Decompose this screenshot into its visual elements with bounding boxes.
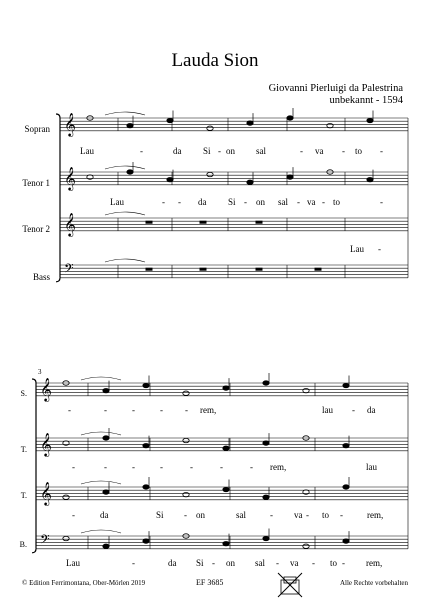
note: [63, 495, 69, 499]
lyric: Lau: [80, 146, 94, 156]
note: [143, 443, 149, 447]
lyric: -: [220, 462, 223, 472]
lyric: -: [342, 558, 345, 568]
score-title: Lauda Sion: [171, 50, 259, 71]
lyric: Si: [203, 146, 211, 156]
lyric: sal: [278, 197, 288, 207]
note: [223, 487, 229, 491]
lyric: Lau: [66, 558, 80, 568]
lyric: to: [330, 558, 338, 568]
note: [343, 539, 349, 543]
slur: [105, 166, 145, 169]
lyric: -: [250, 462, 253, 472]
note: [143, 539, 149, 543]
voice-label-tenor1: Tenor 1: [22, 178, 50, 188]
lyric: Lau: [110, 197, 124, 207]
note: [223, 446, 229, 450]
note: [143, 383, 149, 387]
note: [263, 495, 269, 499]
lyric: -: [72, 510, 75, 520]
catalog-number: EF 3685: [196, 578, 224, 587]
lyric: -: [132, 558, 135, 568]
note: [263, 381, 269, 385]
note: [207, 126, 213, 130]
note: [103, 490, 109, 494]
lyric: -: [380, 197, 383, 207]
lyric: da: [168, 558, 177, 568]
lyric: Lau: [350, 244, 364, 254]
rights-notice: Alle Rechte vorbehalten: [339, 579, 408, 587]
note: [183, 391, 189, 395]
lyric: -: [380, 146, 383, 156]
lyric: rem,: [200, 405, 217, 415]
note: [343, 443, 349, 447]
lyric: -: [104, 405, 107, 415]
lyric: va: [307, 197, 316, 207]
lyric: -: [72, 462, 75, 472]
lyric: -: [244, 197, 247, 207]
note: [63, 536, 69, 540]
lyric: va: [290, 558, 299, 568]
note: [343, 485, 349, 489]
note: [287, 175, 293, 179]
copyright-notice: © Edition Ferrimontana, Ober-Mörlen 2019: [22, 579, 146, 587]
lyric: -: [300, 146, 303, 156]
lyric: -: [190, 462, 193, 472]
note: [223, 386, 229, 390]
lyric: Si: [228, 197, 236, 207]
lyric: -: [270, 510, 273, 520]
lyric: -: [104, 462, 107, 472]
rest: [200, 221, 206, 223]
voice-label-soprano: Sopran: [24, 124, 50, 134]
composer-name: Giovanni Pierluigi da Palestrina: [268, 83, 403, 94]
lyric: on: [226, 146, 235, 156]
note: [167, 118, 173, 122]
measure-number: 3: [38, 368, 42, 376]
voice-label-bass: Bass: [32, 272, 50, 282]
slur: [81, 481, 121, 484]
lyric: rem,: [270, 462, 287, 472]
treble-clef-icon: 𝄞: [40, 481, 52, 505]
lyric: -: [184, 510, 187, 520]
treble-clef-icon: 𝄞: [64, 112, 76, 136]
lyric: -: [160, 462, 163, 472]
lyric: on: [196, 510, 205, 520]
note: [303, 544, 309, 548]
lyric: -: [297, 197, 300, 207]
lyric: -: [132, 462, 135, 472]
lyric: da: [173, 146, 182, 156]
rest: [315, 268, 321, 270]
lyric: -: [178, 197, 181, 207]
note: [367, 118, 373, 122]
note: [143, 485, 149, 489]
note: [103, 544, 109, 548]
lyric: -: [342, 146, 345, 156]
lyric: -: [212, 558, 215, 568]
lyric: da: [198, 197, 207, 207]
slur: [81, 432, 121, 435]
lyric: -: [185, 405, 188, 415]
slur: [105, 112, 145, 115]
lyric: da: [100, 510, 109, 520]
note: [263, 536, 269, 540]
slur: [81, 377, 121, 380]
voice-label-tenor2: Tenor 2: [22, 224, 50, 234]
lyric: -: [352, 405, 355, 415]
lyric: -: [160, 405, 163, 415]
note: [127, 170, 133, 174]
lyric: da: [367, 405, 376, 415]
voice-label-b: B.: [19, 540, 27, 549]
rest: [256, 268, 262, 270]
no-photocopy-icon: [275, 570, 305, 600]
lyric: sal: [236, 510, 246, 520]
note: [103, 388, 109, 392]
slur: [105, 259, 145, 262]
composer-dates: unbekannt - 1594: [329, 95, 403, 106]
lyric: -: [162, 197, 165, 207]
note: [263, 441, 269, 445]
lyric: to: [322, 510, 330, 520]
rest: [256, 221, 262, 223]
lyric: Si: [156, 510, 164, 520]
treble-clef-icon: 𝄞: [40, 377, 52, 401]
lyric: -: [322, 197, 325, 207]
note: [287, 116, 293, 120]
rest: [200, 268, 206, 270]
note: [127, 123, 133, 127]
lyric: on: [226, 558, 235, 568]
rest: [146, 221, 152, 223]
lyric: -: [218, 146, 221, 156]
lyric: sal: [256, 146, 266, 156]
lyric: -: [340, 510, 343, 520]
slur: [81, 530, 121, 533]
note: [343, 383, 349, 387]
lyric: -: [276, 558, 279, 568]
note: [223, 541, 229, 545]
lyric: -: [68, 405, 71, 415]
note: [167, 177, 173, 181]
lyric: Si: [196, 558, 204, 568]
note: [247, 180, 253, 184]
treble-clef-icon: 𝄞: [64, 212, 76, 236]
lyric: -: [306, 510, 309, 520]
lyric: lau: [322, 405, 333, 415]
voice-label-s: S.: [20, 389, 27, 398]
lyric: to: [355, 146, 363, 156]
note: [247, 121, 253, 125]
rest: [146, 268, 152, 270]
bass-clef-icon: 𝄢: [64, 261, 74, 279]
bass-clef-icon: 𝄢: [40, 532, 50, 550]
treble-clef-icon: 𝄞: [64, 166, 76, 190]
note: [103, 436, 109, 440]
slur: [105, 212, 145, 215]
treble-clef-icon: 𝄞: [40, 432, 52, 456]
note: [207, 172, 213, 176]
lyric: lau: [366, 462, 377, 472]
note: [183, 438, 189, 442]
lyric: -: [312, 558, 315, 568]
lyric: va: [294, 510, 303, 520]
lyric: rem,: [367, 510, 384, 520]
lyric: -: [378, 244, 381, 254]
lyric: sal: [255, 558, 265, 568]
voice-label-t1: T.: [20, 445, 27, 454]
lyric: -: [132, 405, 135, 415]
lyric: to: [333, 197, 341, 207]
lyric: rem,: [366, 558, 383, 568]
voice-label-t2: T.: [20, 491, 27, 500]
lyric: on: [256, 197, 265, 207]
note: [367, 177, 373, 181]
lyric: -: [140, 146, 143, 156]
lyric: va: [315, 146, 324, 156]
